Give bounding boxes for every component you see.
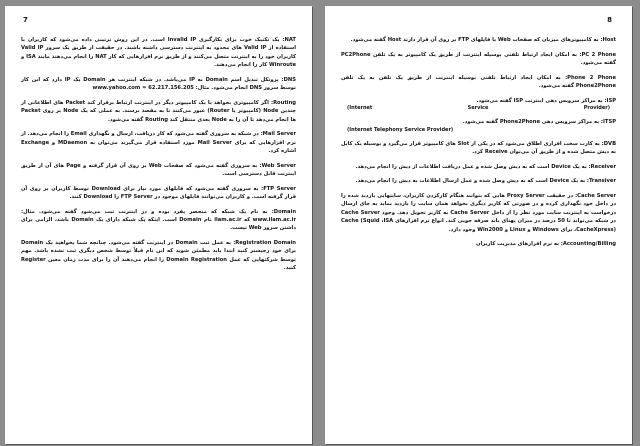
glossary-entry bbox=[341, 74, 616, 91]
entry-term: Receiver: bbox=[588, 163, 616, 170]
entry-text: به نام یک شبکه که منحصر بفرد بوده و در اینترنت ثبت می‌شود گفته می‌شود. مثال: www.ilam.ac.ir که ilam.ac.ir نام Domain است. اینکه یک شبکه دارای یک Domain باشد، الزامی برای داشتن سرور Web نیست. bbox=[21, 208, 297, 232]
glossary-entry bbox=[21, 99, 296, 124]
expansion-word: Service bbox=[467, 105, 489, 111]
right-page bbox=[325, 6, 632, 444]
glossary-entry bbox=[21, 130, 296, 155]
glossary-entry bbox=[341, 163, 616, 171]
entry-text: به سروری گفته می‌شود که صفحات Web بر روی آن قرار گرفته و Page های آن از طریق اینترنت قابل دسترسی است. bbox=[21, 162, 296, 178]
entry-term: Phone 2 Phone: bbox=[565, 74, 617, 81]
entry-text: به عمل ثبت Domain در اینترنت گفته می‌شود. چنانچه شما بخواهید یک Domain برای خود رجیستر کنید ابتدا باید مطمئن شوید که این نام قبلاً توسط شخص دیگری ثبت نشده باشد. مهم توسط شرکتهایی که عمل Domain Registration را انجام می‌دهند آن را برای مدت زمان معین Register کنید. bbox=[21, 240, 296, 272]
entry-term: DNS: bbox=[281, 76, 297, 83]
glossary-entry bbox=[21, 185, 296, 202]
left-page bbox=[5, 6, 312, 444]
entries-list bbox=[21, 36, 296, 273]
entry-text: به مراکز سرویس دهی اینترنت ISP گفته می‌شود. bbox=[476, 97, 603, 104]
entry-text: به مراکز سرویس دهی Phone2Phone گفته می‌شود. bbox=[462, 119, 600, 126]
glossary-entry bbox=[21, 208, 296, 233]
glossary-entry bbox=[341, 140, 616, 157]
glossary-entry bbox=[341, 118, 616, 133]
entry-expansion bbox=[341, 105, 616, 112]
entry-text: به یک Device است که به دیش وصل شده و عمل دریافت اطلاعات از دیش را انجام می‌دهد. bbox=[355, 163, 587, 170]
entry-text: به سروری گفته می‌شود که فایلهای مورد نیاز برای Download توسط کاربران بر روی آن قرار گرفته است. و کاربران می‌توانند فایلهای موجود در FTP Server را Download کنند. bbox=[21, 185, 296, 201]
glossary-entry bbox=[341, 192, 616, 234]
entry-text: در حقیقت Proxy Server هایی که بتوانند هنگام کارکردن کاربران، سایتهایی بازدید شده را در داخل خود نگهداری کرده و در صورتی که کاربر دیگری بخواهد همان سایت را بازدید نماید به جای ارسال درخواست به اینترنت سایت مورد نظر را از داخل Cache Server به کاربر تحویل دهد. وجود Cache Server در شبکه می‌تواند تا 50 درصد در میزان پهنای باند صرفه جویی کند. انواع نرم افزارهای Cache (Squid ،ISA ،CacheXpress) برای Windows و Linux و Win2000 وجود دارد. bbox=[341, 192, 617, 233]
entry-term: PC 2 Phone: bbox=[579, 51, 616, 58]
entry-text: به کامپیوترهای میزبان که صفحات Web یا فایلهای FTP بر روی آن قرار دارند Host گفته می‌شود. bbox=[350, 37, 599, 43]
expansion-word: Provider) bbox=[583, 105, 610, 111]
entry-term: Mail Server: bbox=[260, 131, 297, 138]
entry-term: Transiver: bbox=[586, 178, 616, 185]
entry-text: به امکان ایجاد ارتباط تلفنی بوسیله اینترنت از طریق یک کامپیوتر به یک تلفن PC2Phone گفته می‌شود. bbox=[341, 51, 616, 66]
entry-text: به کارت سخت افزاری اطلاق می‌شود که در یکی از Slot های کامپیوتر قرار می‌گیرد و بوسیله یک کابل به دیش متصل شده و از طریق آن می‌توان Receive کرد. bbox=[341, 140, 616, 156]
expansion-word: (Internet bbox=[347, 105, 373, 111]
entry-text: به نرم افزارهای مدیریت کاربران bbox=[476, 241, 559, 248]
entry-expansion bbox=[341, 127, 616, 134]
entries-list bbox=[341, 36, 616, 249]
entry-term: Host: bbox=[600, 37, 616, 43]
entry-term: Domain: bbox=[271, 208, 297, 215]
page-number: 8 bbox=[607, 16, 612, 24]
entry-text: اگر کامپیوتری بخواهد با یک کامپیوتر دیگر در اینترنت ارتباط برقرار کند Packet های اطلاعاتی از چندین Node (کامپیوتر یا Router) عبور می‌کنند تا به مقصد برسند. به عملی که یک Node بر روی Packet ها انجام می‌دهد تا آن را به Node بعدی منتقل کند Routing گفته می‌شود. bbox=[21, 99, 296, 123]
entry-text: یک تکنیک خوب برای بکارگیری Invalid IP است. در این روش ترتیبی داده می‌شود که کاربران با استفاده از Valid IP های محدود به اینترنت دسترسی داشته باشند. در حقیقت از طریق یک سرور Valid IP کاربران خود را به اینترنت متصل می‌کنند و از طریق نرم افزارهایی که کار NAT را انجام می‌دهند مانند ISA و Winroute کار را انجام می‌دهند. bbox=[21, 37, 296, 69]
entry-term: Accounting/Billing: bbox=[560, 241, 616, 248]
glossary-entry bbox=[21, 239, 296, 273]
entry-term: Cache Server: bbox=[575, 192, 616, 199]
entry-text: در شبکه به سروری گفته می‌شود که کار دریافت، ارسال و نگهداری Email را انجام می‌دهد. از نرم افزارهایی که برای Mail Server مورد استفاده قرار می‌گیرند می‌توان به MDaemon و Exchange اشاره کرد. bbox=[21, 131, 296, 155]
entry-term: Registration Domain: bbox=[233, 240, 296, 247]
glossary-entry bbox=[21, 36, 296, 70]
entry-text: پروتکل تبدیل اسم Domain به IP می‌باشد. در شبکه اینترنت هر Domain یک IP دارد که این کار توسط سرور DNS انجام می‌شود. مثال: www.yahoo.com = 62.217.156.205 bbox=[21, 76, 296, 92]
glossary-entry bbox=[341, 36, 616, 44]
page-number: 7 bbox=[23, 16, 28, 24]
glossary-entry bbox=[341, 240, 616, 248]
glossary-entry bbox=[21, 162, 296, 179]
glossary-entry bbox=[341, 177, 616, 185]
expansion-word: (Internet Telephony Service Provider) bbox=[347, 126, 454, 133]
entry-term: DVB: bbox=[601, 140, 617, 147]
entry-term: NAT: bbox=[282, 37, 296, 43]
entry-text: به امکان ایجاد ارتباط تلفنی بوسیله اینترنت از طریق یک تلفن به یک تلفن Phone2Phone گفته می‌شود. bbox=[341, 74, 616, 89]
glossary-entry bbox=[341, 97, 616, 112]
entry-text: به یک Device است که به دیش وصل شده و عمل ارسال اطلاعات به دیش را انجام می‌دهد. bbox=[355, 178, 586, 185]
entry-term: Routing: bbox=[270, 99, 296, 106]
entry-term: FTP Server: bbox=[261, 185, 296, 192]
entry-term: ITSP: bbox=[600, 119, 616, 126]
glossary-entry bbox=[341, 51, 616, 68]
glossary-entry bbox=[21, 76, 296, 93]
entry-term: ISP: bbox=[604, 97, 616, 104]
entry-term: Web Server: bbox=[259, 162, 296, 169]
